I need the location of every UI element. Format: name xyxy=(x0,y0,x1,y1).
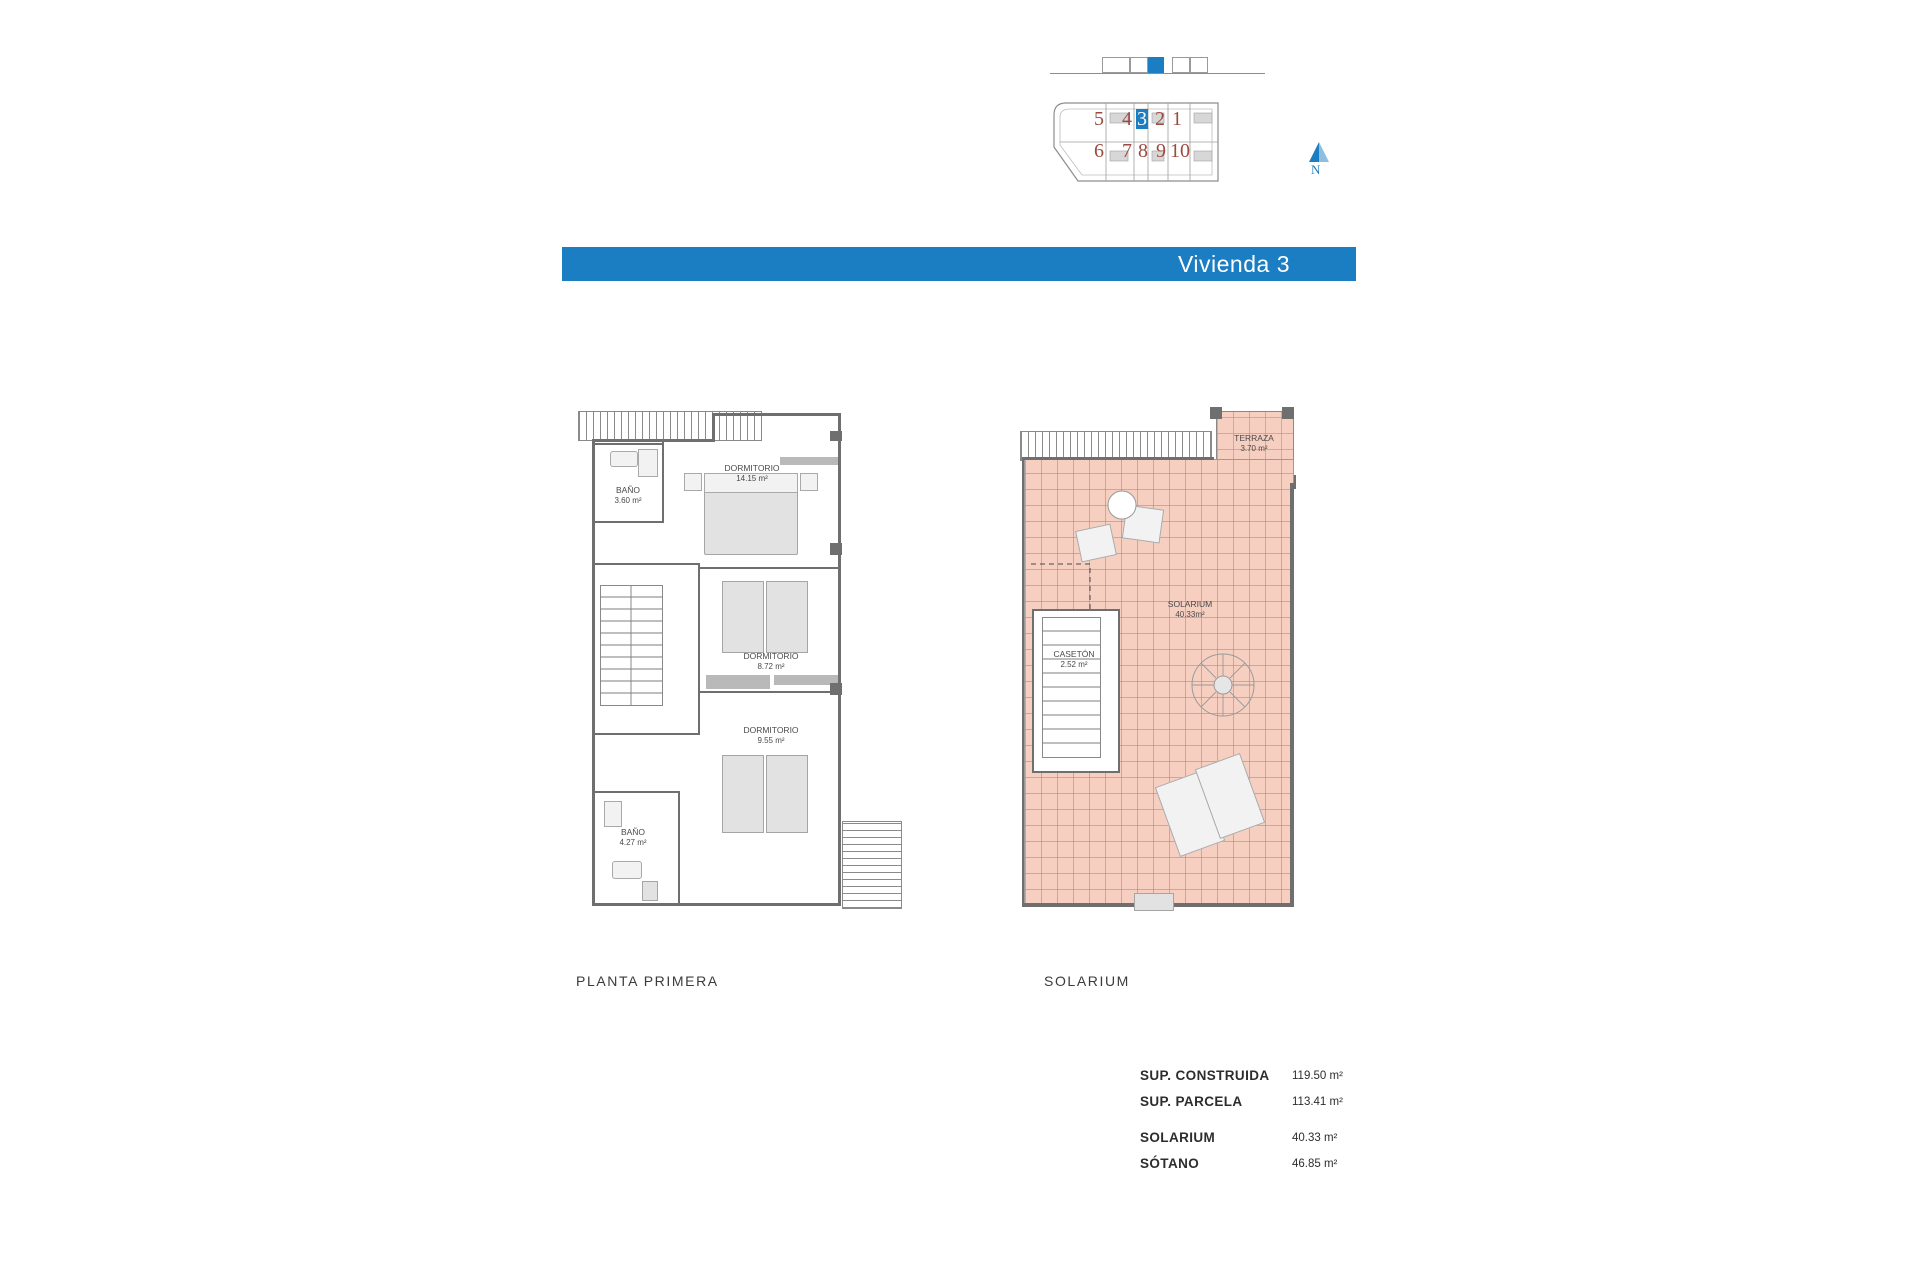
site-key-plan xyxy=(1040,45,1330,195)
wall-bath1-bottom xyxy=(592,521,664,523)
unit-seg-3-selected[interactable] xyxy=(1148,57,1164,73)
room-area: 2.52 m² xyxy=(1060,660,1088,669)
room-name: CASETÓN xyxy=(1053,649,1095,659)
wall-bath2-right xyxy=(678,791,680,905)
room-name: DORMITORIO xyxy=(743,725,799,735)
title-bar xyxy=(562,247,1356,281)
surface-row xyxy=(1140,1156,1500,1182)
wall-bottom xyxy=(592,903,841,906)
wall-top xyxy=(712,413,840,416)
roof-table-round xyxy=(1104,487,1140,523)
bed-single-3a xyxy=(722,755,764,833)
wall-dorm2-bottom xyxy=(700,691,840,693)
room-label-dormitorio-14 xyxy=(702,463,802,484)
room-label-bano-360 xyxy=(594,485,662,506)
room-area: 9.55 m² xyxy=(757,736,785,745)
room-area: 3.70 m² xyxy=(1240,444,1268,453)
plot-number-4[interactable]: 4 xyxy=(1122,108,1132,130)
unit-seg-1[interactable] xyxy=(1102,57,1130,73)
wall-right xyxy=(838,413,841,905)
staircase xyxy=(600,585,672,707)
room-label-dormitorio-872 xyxy=(716,651,826,672)
room-area: 8.72 m² xyxy=(757,662,785,671)
room-name: TERRAZA xyxy=(1234,433,1274,443)
wall-bath1-right xyxy=(662,442,664,522)
north-label: N xyxy=(1311,162,1321,177)
room-name: BAÑO xyxy=(620,827,646,837)
parapet-left xyxy=(1022,457,1024,907)
toilet-bath2 xyxy=(642,881,658,901)
plan-caption-planta-primera: PLANTA PRIMERA xyxy=(576,973,719,989)
wardrobe-2 xyxy=(706,675,770,689)
room-label-dormitorio-955 xyxy=(716,725,826,746)
toilet-bath1 xyxy=(638,449,658,477)
wall-notch-vert xyxy=(712,413,715,442)
room-name: DORMITORIO xyxy=(724,463,780,473)
bed-single-2b xyxy=(766,581,808,653)
room-area: 3.60 m² xyxy=(614,496,642,505)
wall-stairs-bottom xyxy=(592,733,700,735)
plan-planta-primera xyxy=(576,403,956,989)
nightstand-1b xyxy=(800,473,818,491)
plot-number-9[interactable]: 9 xyxy=(1156,140,1166,162)
room-area: 4.27 m² xyxy=(619,838,647,847)
unit-seg-5[interactable] xyxy=(1190,57,1208,73)
room-name: BAÑO xyxy=(615,485,641,495)
window-block-c xyxy=(830,683,842,695)
room-name: SOLARIUM xyxy=(1167,599,1213,609)
plot-number-2[interactable]: 2 xyxy=(1155,108,1165,130)
surface-row xyxy=(1140,1094,1500,1120)
plot-number-8[interactable]: 8 xyxy=(1138,140,1148,162)
plot-layout-figure xyxy=(1050,85,1265,190)
staircase-solarium xyxy=(1042,617,1106,759)
room-label-caseton xyxy=(1034,649,1114,670)
room-label-solarium xyxy=(1130,599,1250,620)
room-name: DORMITORIO xyxy=(743,651,799,661)
room-area: 40.33m² xyxy=(1175,610,1205,619)
plot-number-7[interactable]: 7 xyxy=(1122,140,1132,162)
surface-value: 40.33 m² xyxy=(1292,1132,1338,1144)
surface-value: 46.85 m² xyxy=(1292,1158,1338,1170)
hatch-right-bottom xyxy=(842,821,902,909)
surface-label: SÓTANO xyxy=(1140,1156,1200,1171)
surface-value: 119.50 m² xyxy=(1292,1070,1343,1082)
room-label-bano-427 xyxy=(594,827,672,848)
surfaces-table xyxy=(1140,1068,1500,1182)
wall-bath2-top xyxy=(592,791,680,793)
parapet-top xyxy=(1024,457,1214,460)
surfaces-spacer xyxy=(1140,1120,1500,1130)
room-area: 14.15 m² xyxy=(736,474,768,483)
nightstand-1a xyxy=(684,473,702,491)
room-label-terraza xyxy=(1218,433,1290,454)
sink-bath2 xyxy=(612,861,642,879)
window-block-b xyxy=(830,543,842,555)
surface-label: SOLARIUM xyxy=(1140,1130,1216,1145)
unit-seg-4[interactable] xyxy=(1172,57,1190,73)
surface-row xyxy=(1140,1130,1500,1156)
bed-single-2a xyxy=(722,581,764,653)
selector-rule xyxy=(1050,73,1265,74)
plot-outline-svg xyxy=(1050,85,1265,190)
roof-drain xyxy=(1134,893,1174,911)
shower-bath2 xyxy=(604,801,622,827)
wardrobe-2b xyxy=(774,675,838,685)
terrace-pillar-b xyxy=(1282,407,1294,419)
surface-label: SUP. PARCELA xyxy=(1140,1094,1243,1109)
surface-row xyxy=(1140,1068,1500,1094)
unit-selector-strip[interactable] xyxy=(1050,53,1265,75)
plot-number-10[interactable]: 10 xyxy=(1170,140,1190,162)
parapet-right xyxy=(1290,483,1294,907)
window-block-a xyxy=(830,431,842,441)
wall-bath1-top xyxy=(592,443,664,445)
sink-bath1 xyxy=(610,451,638,467)
plot-number-1[interactable]: 1 xyxy=(1172,108,1182,130)
wall-stairs-right xyxy=(698,563,700,733)
bed-single-3b xyxy=(766,755,808,833)
spiral-stair-icon xyxy=(1188,651,1258,719)
terrace-pillar-a xyxy=(1210,407,1222,419)
plot-number-3-selected[interactable]: 3 xyxy=(1137,108,1147,130)
surface-value: 113.41 m² xyxy=(1292,1096,1343,1108)
north-arrow-icon xyxy=(1305,140,1335,180)
plot-number-5[interactable]: 5 xyxy=(1094,108,1104,130)
wall-stairs-top xyxy=(592,563,700,565)
plan-caption-solarium: SOLARIUM xyxy=(1044,973,1130,989)
surface-label: SUP. CONSTRUIDA xyxy=(1140,1068,1270,1083)
plan-solarium xyxy=(1020,403,1400,989)
plot-number-6[interactable]: 6 xyxy=(1094,140,1104,162)
wall-dorm2-top xyxy=(700,567,840,569)
page-title: Vivienda 3 xyxy=(1178,251,1290,277)
unit-seg-2[interactable] xyxy=(1130,57,1148,73)
